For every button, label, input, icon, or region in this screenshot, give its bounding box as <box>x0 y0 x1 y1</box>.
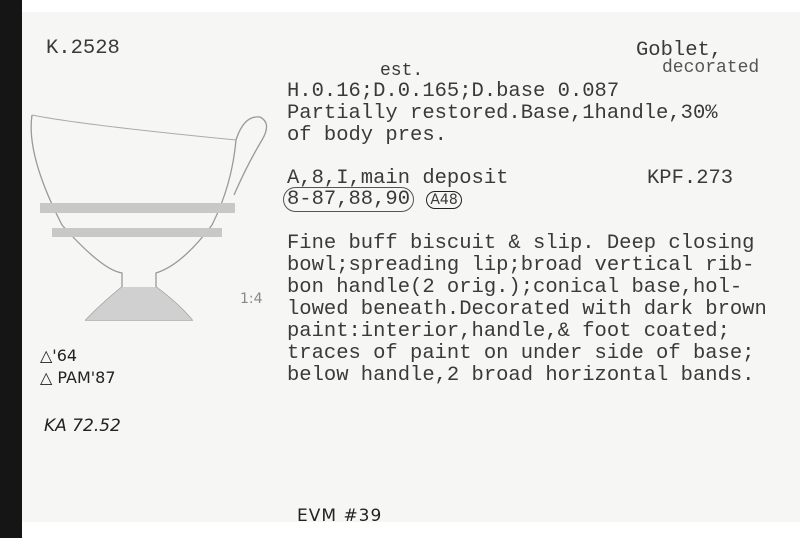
object-subtitle: decorated <box>662 58 760 78</box>
condition-line-2: of body pres. <box>287 124 447 147</box>
photo-note-2: △ PAM'87 <box>40 368 116 387</box>
lot-numbers: 8-87,88,90 <box>283 187 414 212</box>
description-line: Fine buff biscuit & slip. Deep closing <box>287 232 755 255</box>
scan-edge <box>0 0 22 538</box>
description-line: traces of paint on under side of base; <box>287 342 755 365</box>
description-line: bon handle(2 orig.);conical base,hol- <box>287 276 743 299</box>
description-line: paint:interior,handle,& foot coated; <box>287 320 730 343</box>
est-note: est. <box>380 61 424 81</box>
description-line: below handle,2 broad horizontal bands. <box>287 364 755 387</box>
condition-line-1: Partially restored.Base,1handle,30% <box>287 102 718 125</box>
object-title: Goblet, <box>636 39 723 62</box>
tag-label: A48 <box>426 191 461 209</box>
catalog-number: K.2528 <box>46 37 120 60</box>
scale-note: 1:4 <box>240 291 263 307</box>
find-location: A,8,I,main deposit <box>287 167 509 190</box>
footer-note: EVM #39 <box>297 506 383 526</box>
description-line: bowl;spreading lip;broad vertical rib- <box>287 254 755 277</box>
dimensions: H.0.16;D.0.165;D.base 0.087 <box>287 80 620 103</box>
kpf-number: KPF.273 <box>647 167 734 190</box>
inventory-number: KA 72.52 <box>44 416 121 436</box>
description-line: lowed beneath.Decorated with dark brown <box>287 298 767 321</box>
photo-note-1: △'64 <box>40 346 78 365</box>
